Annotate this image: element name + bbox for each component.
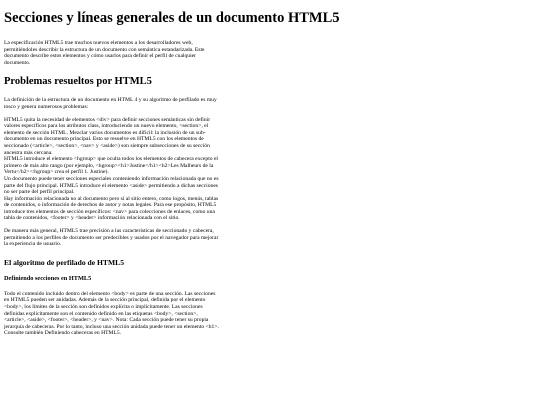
summary-paragraph: De manera más general, HTML5 trae precisión a las características de seccionado y cabecera, permitiendo a los perfiles de documento ser predecibles y usados por el navegador para mejorar la experiencia de usuario. bbox=[4, 228, 219, 248]
problems-intro-paragraph: La definición de la estructura de un documento en HTML 4 y su algoritmo de perfilado es muy tosco y genera numerosos problemas: bbox=[4, 97, 217, 110]
intro-paragraph: La especificación HTML5 trae muchos nuevos elementos a los desarrolladores web, permitiéndoles describir la estructura de un documento con semántica estandarizada. Este documento describe estos elementos y cómo usarlos para definir el perfil de cualquier documento. bbox=[4, 40, 205, 66]
defining-sections-paragraph: Todo el contenido incluido dentro del elemento <body> es parte de una sección. Las secciones en HTML5 pueden ser anidadas. Además de la sección principal, definida por el elemento <body>, los límites de la sección son definidos explícita o implícitamente. Las secciones definidas explícitamente son el contenido definido en las etiquetas <body>, <section>, <article>, <aside>, <footer>, <header>, y <nav>. Nota: Cada sección puede tener su propia jerarquía de cabeceras. Por lo tanto, incluso una sección anidada puede tener un elemento <h1>. Consulte también Definiendo cabeceras en HTML5. bbox=[4, 290, 219, 337]
aside-paragraph: Un documento puede tener secciones especiales conteniendo información relacionada que no es parte del flujo principal. HTML5 introduce el elemento <aside> permitiendo a dichas secciones no ser parte del perfil principal. bbox=[4, 175, 219, 196]
hgroup-paragraph: HTML5 introduce el elemento <hgroup> que oculta todos los elementos de cabecera excepto el primero de más alto rango (por ejemplo, <hgroup><h1>Justine</h1><h2>Les Malheurs de la Vertu</h2></hgroup> crea el perfil 1. Justine). bbox=[4, 156, 218, 176]
section-element-paragraph: HTML5 quita la necesidad de elementos <div> para definir secciones semánticas sin definir valores específicos para los atributos class, introduciendo un nuevo elemento, <section>, el elemento de sección HTML. Mezclar varios documentos es difícil: la inclusión de un sub-documento en un documento principal. Esto se resuelve en HTML5 con los elementos de seccionado (<article>, <section>, <nav> y <aside>) son siempre subsecciones de su sección ancestra más cercana. bbox=[4, 116, 211, 156]
subsection-heading-defining-sections: Definiendo secciones en HTML5 bbox=[4, 274, 92, 282]
section-heading-problems: Problemas resueltos por HTML5 bbox=[4, 76, 152, 88]
page-title: Secciones y líneas generales de un documento HTML5 bbox=[4, 10, 340, 26]
section-heading-algorithm: El algoritmo de perfilado de HTML5 bbox=[4, 257, 125, 267]
nav-paragraph: Hay información relacionada no al documento pero sí al sitio entero, como logos, menús, tablas de contenidos, o información de derechos de autor y notas legales. Para ese propósito, HTML5 introduce tres elementos de sección específicos: <nav> para colecciones de enlaces, como una tabla de contenidos, <footer> y <header> información relacionada con el sitio. bbox=[4, 195, 219, 222]
